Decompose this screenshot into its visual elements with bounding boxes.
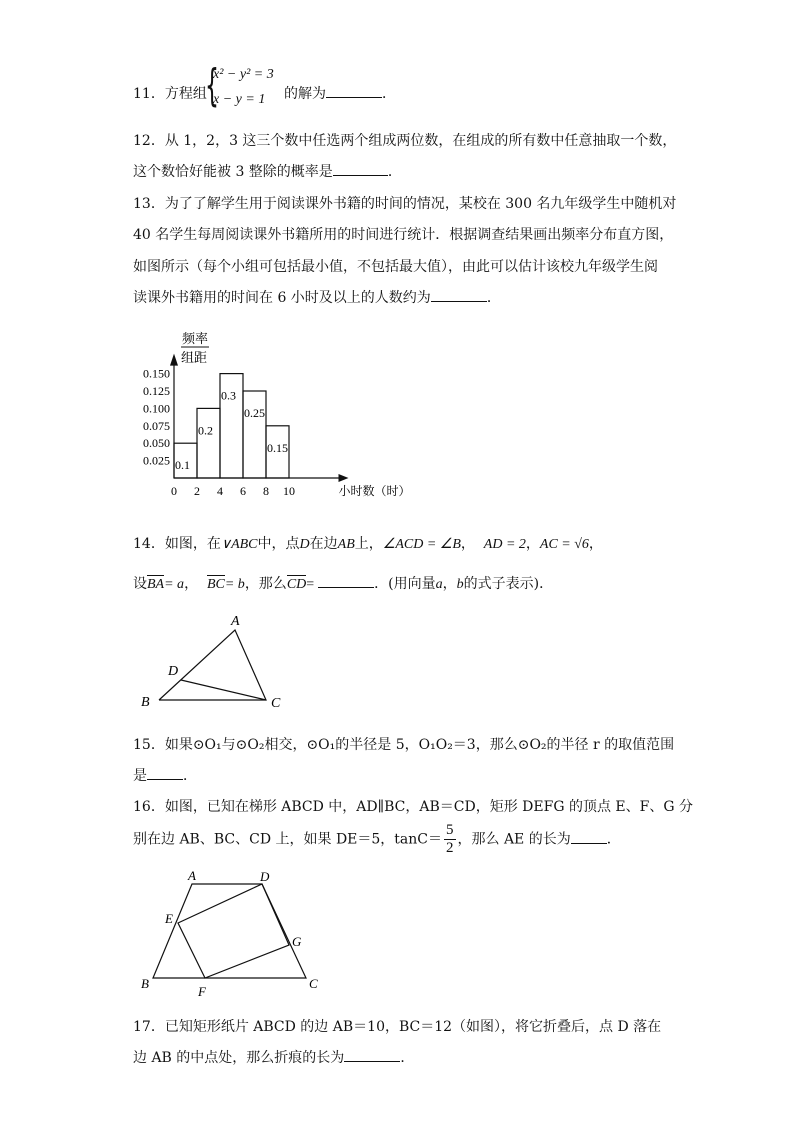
y-tick-label: 0.075 [143, 418, 170, 433]
fraction-denominator: 2 [446, 840, 454, 856]
bar-label: 0.25 [244, 406, 265, 420]
y-label-numerator: 频率 [182, 331, 209, 346]
q14-comma-4: ， [184, 576, 199, 592]
q15-line-2-text: 是 [133, 768, 147, 784]
q11-equation-1: x² − y² = 3 [213, 67, 274, 82]
label-a: A [188, 868, 196, 883]
q12-line-2-text: 这个数恰好能被 3 整除的概率是 [133, 164, 333, 180]
label-g: G [292, 934, 302, 949]
q15-end: ． [183, 768, 197, 784]
q11-suffix-text: 的解为 [284, 86, 326, 102]
q14-eq-b: = b [224, 577, 245, 592]
x-tick-label: 2 [194, 484, 200, 498]
q14-separator: ， [442, 576, 457, 592]
q14-eq-cd: = [306, 577, 315, 592]
q15-line-1: 15．如果⊙O₁与⊙O₂相交，⊙O₁的半径是 5，O₁O₂＝3，那么⊙O₂的半径 r 的取值范围 [133, 737, 675, 753]
q14-ac-equation: AC = √6 [539, 537, 589, 552]
q14-eq-a: = a [164, 577, 185, 592]
q14-text-expression: 的式子表示)． [463, 576, 554, 592]
label-d: D [168, 664, 179, 679]
y-tick-label: 0.025 [143, 453, 170, 468]
q14-comma-3: ， [588, 536, 603, 552]
y-tick-label: 0.125 [143, 384, 170, 398]
label-b: B [141, 695, 150, 710]
q13-line-2: 40 名学生每周阅读课外书籍所用的时间进行统计．根据调查结果画出频率分布直方图， [133, 227, 674, 243]
q17-line-2 [133, 1047, 414, 1067]
q12-line-1: 12．从 1，2，3 这三个数中任选两个组成两位数，在组成的所有数中任意抽取一个数， [133, 133, 677, 149]
q16-line-1: 16．如图，已知在梯形 ABCD 中，AD∥BC，AB＝CD，矩形 DEFG 的顶点 E、F、G 分 [133, 799, 693, 815]
y-tick-label: 0.150 [143, 366, 170, 381]
label-b: B [141, 976, 149, 991]
q17-line-1: 17．已知矩形纸片 ABCD 的边 AB＝10，BC＝12（如图），将它折叠后，点 D 落在 [133, 1019, 662, 1035]
x-axis-label: 小时数（时） [338, 484, 411, 498]
q14-text-d: 上， [354, 536, 383, 552]
q14-text-then: ，那么 [244, 576, 287, 592]
q14-point-d: D [299, 537, 310, 552]
q14-comma-1: ， [460, 536, 475, 552]
bar-label: 0.1 [175, 458, 190, 473]
x-tick-label: 10 [283, 484, 295, 498]
q14-comma-2: ， [525, 536, 540, 552]
q13-line-1: 13．为了了解学生用于阅读课外书籍的时间的情况，某校在 300 名九年级学生中随机对 [133, 196, 677, 212]
q14-triangle-abc: ∨ABC [220, 537, 258, 552]
x-tick-label: 6 [240, 484, 246, 498]
rectangle-defg-outline [178, 884, 289, 978]
q16-line-2-text-a: 别在边 AB、BC、CD 上，如果 DE＝5，tanC＝ [133, 831, 442, 848]
q16-line-2-text-b: ，那么 AE 的长为 [457, 831, 571, 848]
bar-label: 0.3 [221, 388, 236, 403]
q14-ad-equation: AD = 2 [483, 537, 526, 552]
q14-text-a: 14．如图，在 [133, 536, 221, 552]
q11-end: ． [382, 86, 396, 102]
q13-line-4-text: 读课外书籍用的时间在 6 小时及以上的人数约为 [133, 290, 431, 306]
q13-end: ． [486, 290, 501, 306]
label-c: C [309, 976, 318, 991]
q14-segment-ab: AB [337, 537, 355, 552]
y-tick-label: 0.100 [143, 401, 170, 416]
label-e: E [165, 911, 173, 926]
q14-angle-equation: ∠ACD = ∠B [382, 537, 461, 552]
q14-text-c: 在边 [309, 536, 338, 552]
q13-line-3: 如图所示（每个小组可包括最小值，不包括最大值），由此可以估计该校九年级学生阅 [133, 259, 658, 275]
x-tick-label: 4 [217, 484, 223, 498]
label-f: F [198, 984, 206, 999]
fraction-numerator: 5 [446, 822, 454, 838]
q17-line-2-text: 边 AB 的中点处，那么折痕的长为 [133, 1050, 345, 1066]
q17-end: ． [400, 1050, 415, 1066]
y-tick-label: 0.050 [143, 436, 170, 451]
label-d: D [260, 869, 270, 884]
q17-answer-blank[interactable] [344, 1048, 400, 1062]
q14-var-a: a [435, 577, 443, 592]
q16-end: ． [606, 831, 621, 848]
q11-equation-2: x − y = 1 [213, 92, 266, 107]
vector-ba: BA [147, 577, 165, 592]
bar-label: 0.15 [267, 440, 288, 455]
q14-var-b: b [456, 577, 464, 592]
q14-text-use-vector: ．(用向量 [374, 576, 436, 592]
label-c: C [271, 696, 281, 711]
vector-cd: CD [286, 577, 307, 592]
y-label-denominator: 组距 [181, 350, 208, 365]
q14-text-b: 中，点 [257, 536, 300, 552]
bar-label: 0.2 [198, 423, 213, 438]
label-a: A [231, 614, 240, 629]
q11-prefix: 11．方程组 [133, 86, 207, 102]
q14-text-set: 设 [133, 576, 147, 592]
x-tick-label: 0 [171, 484, 177, 498]
vector-bc: BC [206, 577, 225, 592]
left-brace-icon: { [205, 60, 219, 111]
q12-end: ． [387, 164, 402, 180]
x-tick-label: 8 [263, 484, 269, 498]
